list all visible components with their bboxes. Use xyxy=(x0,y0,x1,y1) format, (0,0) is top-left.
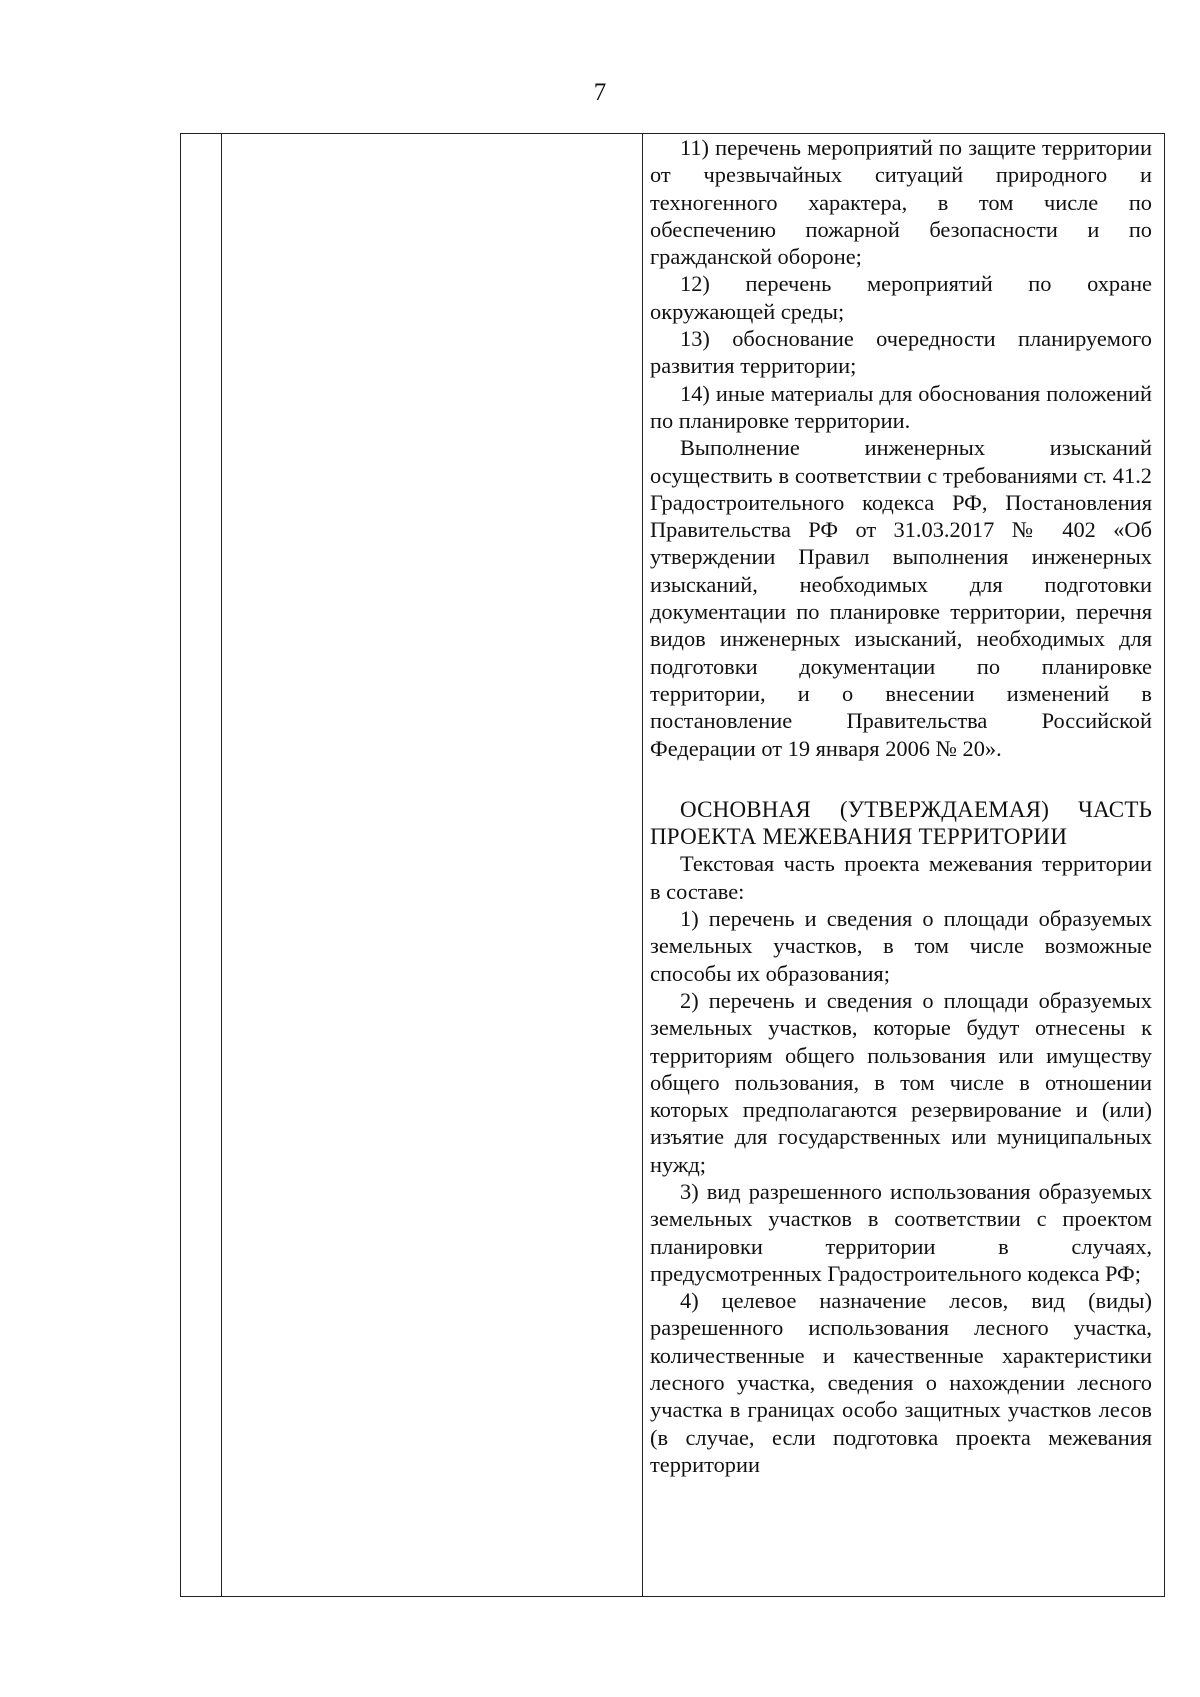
table-column-number xyxy=(181,134,222,1596)
text-part-intro: Текстовая часть проекта межевания территории в составе: xyxy=(650,851,1152,904)
list-item-13: 13) обоснование очередности планируемого развития территории; xyxy=(650,326,1152,379)
list-item-3: 3) вид разрешенного использования образуемых земельных участков в соответствии с проектом планировки территории в случаях, предусмотренных Градостроительного кодекса РФ; xyxy=(650,1178,1152,1286)
spacer xyxy=(650,762,1152,796)
document-table xyxy=(180,133,1165,1597)
table-column-content xyxy=(644,134,1164,1596)
page-number: 7 xyxy=(593,79,607,106)
list-item-4: 4) целевое назначение лесов, вид (виды) разрешенного использования лесного участка, количественные и качественные характеристики лесного участка, сведения о нахождении лесного участка в границах особо защитных участков лесов (в случае, если подготовка проекта межевания территории xyxy=(650,1288,1152,1477)
engineering-surveys-paragraph: Выполнение инженерных изысканий осуществить в соответствии с требованиями ст. 41.2 Градостроительного кодекса РФ, Постановления Правительства РФ от 31.03.2017 № 402 «Об утверждении Правил выполнения инженерных изысканий, необходимых для подготовки документации по планировке территории, перечня видов инженерных изысканий, необходимых для подготовки документации по планировке территории, и о внесении изменений в постановление Правительства Российской Федерации от 19 января 2006 № 20». xyxy=(650,435,1152,761)
table-column-item xyxy=(221,134,643,1596)
list-item-1: 1) перечень и сведения о площади образуемых земельных участков, в том числе возможные способы их образования; xyxy=(650,906,1152,986)
list-item-11: 11) перечень мероприятий по защите территории от чрезвычайных ситуаций природного и техногенного характера, в том числе по обеспечению пожарной безопасности и по гражданской обороне; xyxy=(650,135,1152,270)
list-item-14: 14) иные материалы для обоснования положений по планировке территории. xyxy=(650,380,1152,433)
section-heading: ОСНОВНАЯ (УТВЕРЖДАЕМАЯ) ЧАСТЬ ПРОЕКТА МЕЖЕВАНИЯ ТЕРРИТОРИИ xyxy=(650,796,1152,850)
list-item-12: 12) перечень мероприятий по охране окружающей среды; xyxy=(650,271,1152,324)
list-item-2: 2) перечень и сведения о площади образуемых земельных участков, которые будут отнесены к территориям общего пользования или имуществу общего пользования, в том числе в отношении которых предполагаются резервирование и (или) изъятие для государственных или муниципальных нужд; xyxy=(650,987,1152,1177)
